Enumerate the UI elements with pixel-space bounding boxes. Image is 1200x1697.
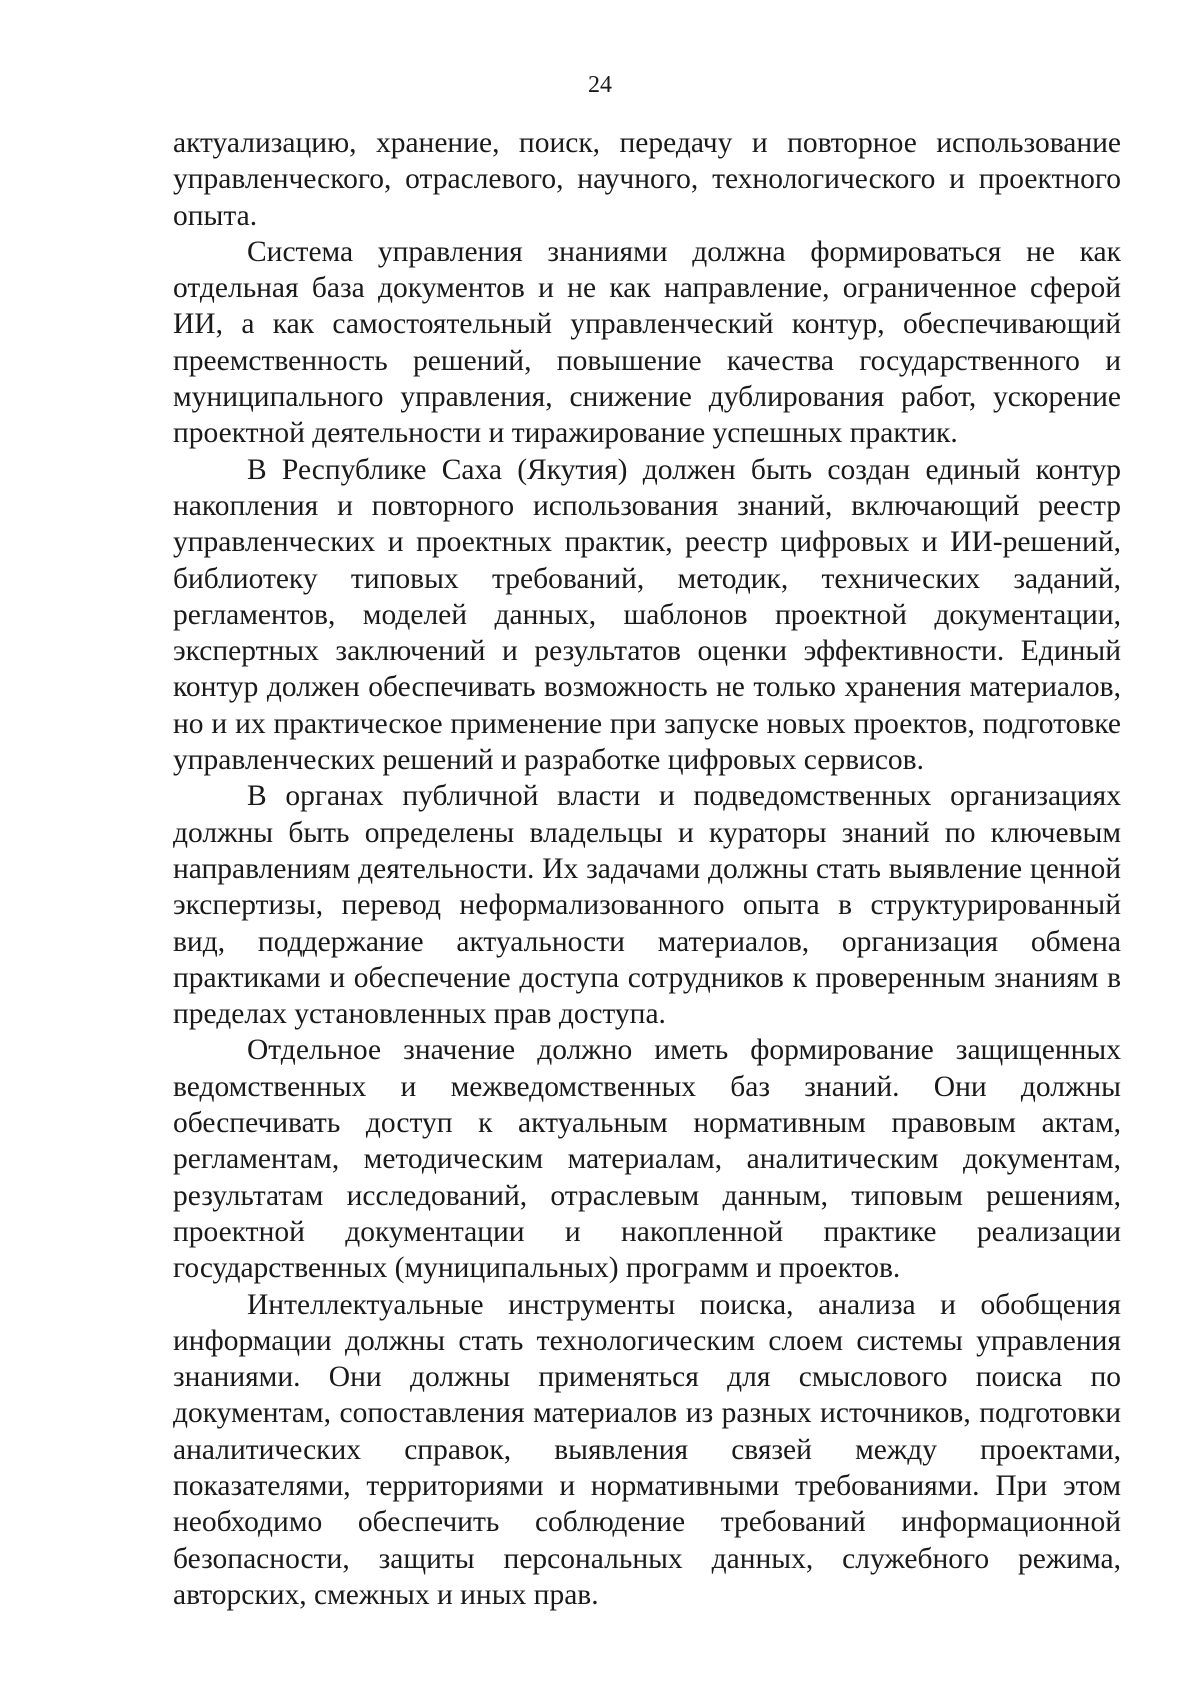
paragraph-unified-knowledge-contour: В Республике Саха (Якутия) должен быть создан единый контур накопления и повторного использования знаний, включающий реестр управленческих и проектных практик, реестр цифровых и ИИ-решений, библиотеку типовых требований, методик, технических заданий, регламентов, моделей данных, шаблонов проектной документации, экспертных заключений и результатов оценки эффективности. Единый контур должен обеспечивать возможность не только хранения материалов, но и их практическое применение при запуске новых проектов, подготовке управленческих решений и разработке цифровых сервисов. [173, 453, 1121, 777]
paragraph-intelligent-tools: Интеллектуальные инструменты поиска, анализа и обобщения информации должны стать технологическим слоем системы управления знаниями. Они должны применяться для смыслового поиска по документам, сопоставления материалов из разных источников, подготовки аналитических справок, выявления связей между проектами, показателями, территориями и нормативными требованиями. При этом необходимо обеспечить соблюдение требований информационной безопасности, защиты персональных данных, служебного режима, авторских, смежных и иных прав. [173, 1288, 1121, 1611]
paragraph-knowledge-management-system: Система управления знаниями должна формироваться не как отдельная база документов и не как направление, ограниченное сферой ИИ, а как самостоятельный управленческий контур, обеспечивающий преемственность решений, повышение качества государственного и муниципального управления, снижение дублирования работ, ускорение проектной деятельности и тиражирование успешных практик. [173, 235, 1121, 450]
page-number: 24 [588, 72, 612, 98]
document-body [173, 125, 1121, 1613]
paragraph-knowledge-owners: В органах публичной власти и подведомственных организациях должны быть определены владельцы и кураторы знаний по ключевым направлениям деятельности. Их задачами должны стать выявление ценной экспертизы, перевод неформализованного опыта в структурированный вид, поддержание актуальности материалов, организация обмена практиками и обеспечение доступа сотрудников к проверенным знаниям в пределах установленных прав доступа. [173, 780, 1121, 1031]
paragraph-continuation: актуализацию, хранение, поиск, передачу и повторное использование управленческого, отраслевого, научного, технологического и проектного опыта. [173, 127, 1121, 232]
paragraph-protected-knowledge-bases: Отдельное значение должно иметь формирование защищенных ведомственных и межведомственных баз знаний. Они должны обеспечивать доступ к актуальным нормативным правовым актам, регламентам, методическим материалам, аналитическим документам, результатам исследований, отраслевым данным, типовым решениям, проектной документации и накопленной практике реализации государственных (муниципальных) программ и проектов. [173, 1034, 1121, 1285]
